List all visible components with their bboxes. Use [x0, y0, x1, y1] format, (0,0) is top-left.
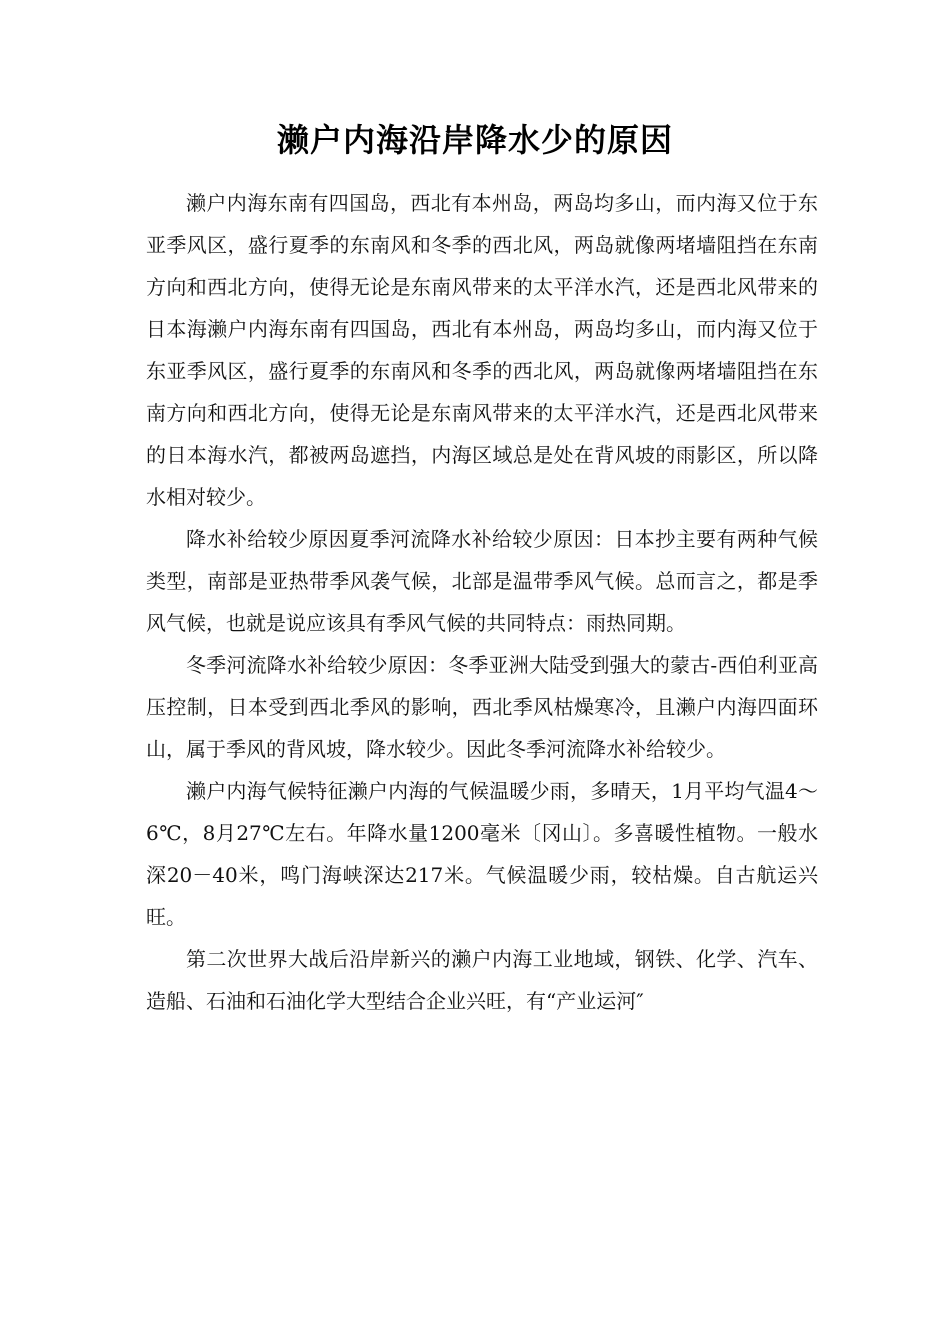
paragraph-2: 降水补给较少原因夏季河流降水补给较少原因：日本抄主要有两种气候类型，南部是亚热带季风袭气候，北部是温带季风气候。总而言之，都是季风气候，也就是说应该具有季风气候的共同特点：雨热同期。: [146, 527, 818, 635]
paragraph-3: 冬季河流降水补给较少原因：冬季亚洲大陆受到强大的蒙古-西伯利亚高压控制，日本受到西北季风的影响，西北季风枯燥寒冷，且濑户内海四面环山，属于季风的背风坡，降水较少。因此冬季河流降水补给较少。: [146, 653, 818, 761]
paragraph-1: 濑户内海东南有四国岛，西北有本州岛，两岛均多山，而内海又位于东亚季风区，盛行夏季的东南风和冬季的西北风，两岛就像两堵墙阻挡在东南方向和西北方向，使得无论是东南风带来的太平洋水汽，还是西北风带来的日本海濑户内海东南有四国岛，西北有本州岛，两岛均多山，而内海又位于东亚季风区，盛行夏季的东南风和冬季的西北风，两岛就像两堵墙阻挡在东南方向和西北方向，使得无论是东南风带来的太平洋水汽，还是西北风带来的日本海水汽，都被两岛遮挡，内海区域总是处在背风坡的雨影区，所以降水相对较少。: [146, 191, 818, 509]
document-body: [146, 182, 818, 1022]
paragraph-5: 第二次世界大战后沿岸新兴的濑户内海工业地域，钢铁、化学、汽车、造船、石油和石油化学大型结合企业兴旺，有“产业运河″: [146, 947, 818, 1013]
document-title: 濑户内海沿岸降水少的原因: [276, 121, 673, 159]
paragraph-4: 濑户内海气候特征濑户内海的气候温暖少雨，多晴天，1月平均气温4～6℃，8月27℃左右。年降水量1200毫米〔冈山〕。多喜暖性植物。一般水深20－40米，鸣门海峡深达217米。气候温暖少雨，较枯燥。自古航运兴旺。: [146, 779, 818, 929]
